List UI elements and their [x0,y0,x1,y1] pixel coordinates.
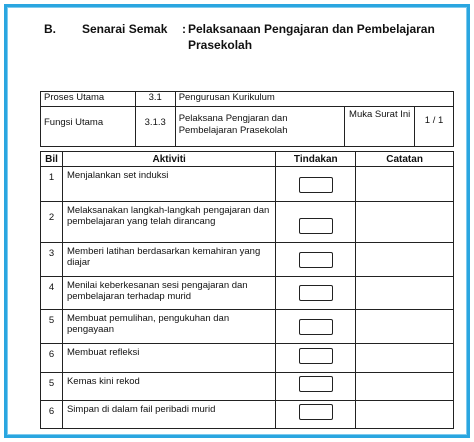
row-bil: 4 [41,277,63,310]
muka-label: Muka Surat Ini [345,107,415,147]
row-tindakan [276,310,356,344]
fungsi-code: 3.1.3 [135,107,175,147]
section-title-line1: Pelaksanaan Pengajaran dan Pembelajaran [188,22,435,36]
row-catatan[interactable] [356,167,454,202]
tindakan-checkbox[interactable] [299,319,333,335]
row-aktiviti: Menilai keberkesanan sesi pengajaran dan pembelajaran terhadap murid [62,277,275,310]
proses-label: Proses Utama [41,92,136,107]
document-frame [4,4,470,438]
row-catatan[interactable] [356,243,454,277]
row-catatan[interactable] [356,373,454,401]
row-catatan[interactable] [356,401,454,429]
info-row-proses [41,92,454,107]
section-label: Senarai Semak [82,22,168,36]
table-row [41,167,454,202]
row-aktiviti: Membuat refleksi [62,344,275,373]
info-table [40,91,454,147]
fungsi-label: Fungsi Utama [41,107,136,147]
row-catatan[interactable] [356,310,454,344]
header-aktiviti: Aktiviti [62,152,275,167]
table-row [41,401,454,429]
row-aktiviti: Kemas kini rekod [62,373,275,401]
tindakan-checkbox[interactable] [299,177,333,193]
muka-value: 1 / 1 [415,107,454,147]
row-bil: 5 [41,373,63,401]
header-tindakan: Tindakan [276,152,356,167]
table-row [41,277,454,310]
row-aktiviti: Memberi latihan berdasarkan kemahiran yang diajar [62,243,275,277]
header-colon: : [182,22,186,36]
row-bil: 6 [41,344,63,373]
row-bil: 1 [41,167,63,202]
proses-value: Pengurusan Kurikulum [175,92,453,107]
row-tindakan [276,167,356,202]
row-tindakan [276,401,356,429]
row-tindakan [276,344,356,373]
tindakan-checkbox[interactable] [299,285,333,301]
header-catatan: Catatan [356,152,454,167]
fungsi-value: Pelaksana Pengjaran dan Pembelajaran Prasekolah [175,107,345,147]
tindakan-checkbox[interactable] [299,218,333,234]
checklist-table [40,151,454,429]
row-aktiviti: Menjalankan set induksi [62,167,275,202]
tindakan-checkbox[interactable] [299,404,333,420]
checklist-header-row [41,152,454,167]
row-aktiviti: Melaksanakan langkah-langkah pengajaran dan pembelajaran yang telah dirancang [62,202,275,243]
row-tindakan [276,277,356,310]
row-bil: 2 [41,202,63,243]
row-tindakan [276,243,356,277]
table-row [41,202,454,243]
section-title-line2: Prasekolah [188,38,253,52]
tindakan-checkbox[interactable] [299,252,333,268]
row-tindakan [276,373,356,401]
row-bil: 3 [41,243,63,277]
row-catatan[interactable] [356,277,454,310]
row-aktiviti: Membuat pemulihan, pengukuhan dan pengayaan [62,310,275,344]
row-bil: 6 [41,401,63,429]
info-row-fungsi [41,107,454,147]
table-row [41,373,454,401]
tindakan-checkbox[interactable] [299,348,333,364]
tindakan-checkbox[interactable] [299,376,333,392]
header-bil: Bil [41,152,63,167]
table-row [41,243,454,277]
table-row [41,344,454,373]
section-letter: B. [44,22,56,36]
row-aktiviti: Simpan di dalam fail peribadi murid [62,401,275,429]
table-row [41,310,454,344]
section-header [8,8,466,88]
row-catatan[interactable] [356,344,454,373]
row-bil: 5 [41,310,63,344]
proses-code: 3.1 [135,92,175,107]
row-catatan[interactable] [356,202,454,243]
row-tindakan [276,202,356,243]
